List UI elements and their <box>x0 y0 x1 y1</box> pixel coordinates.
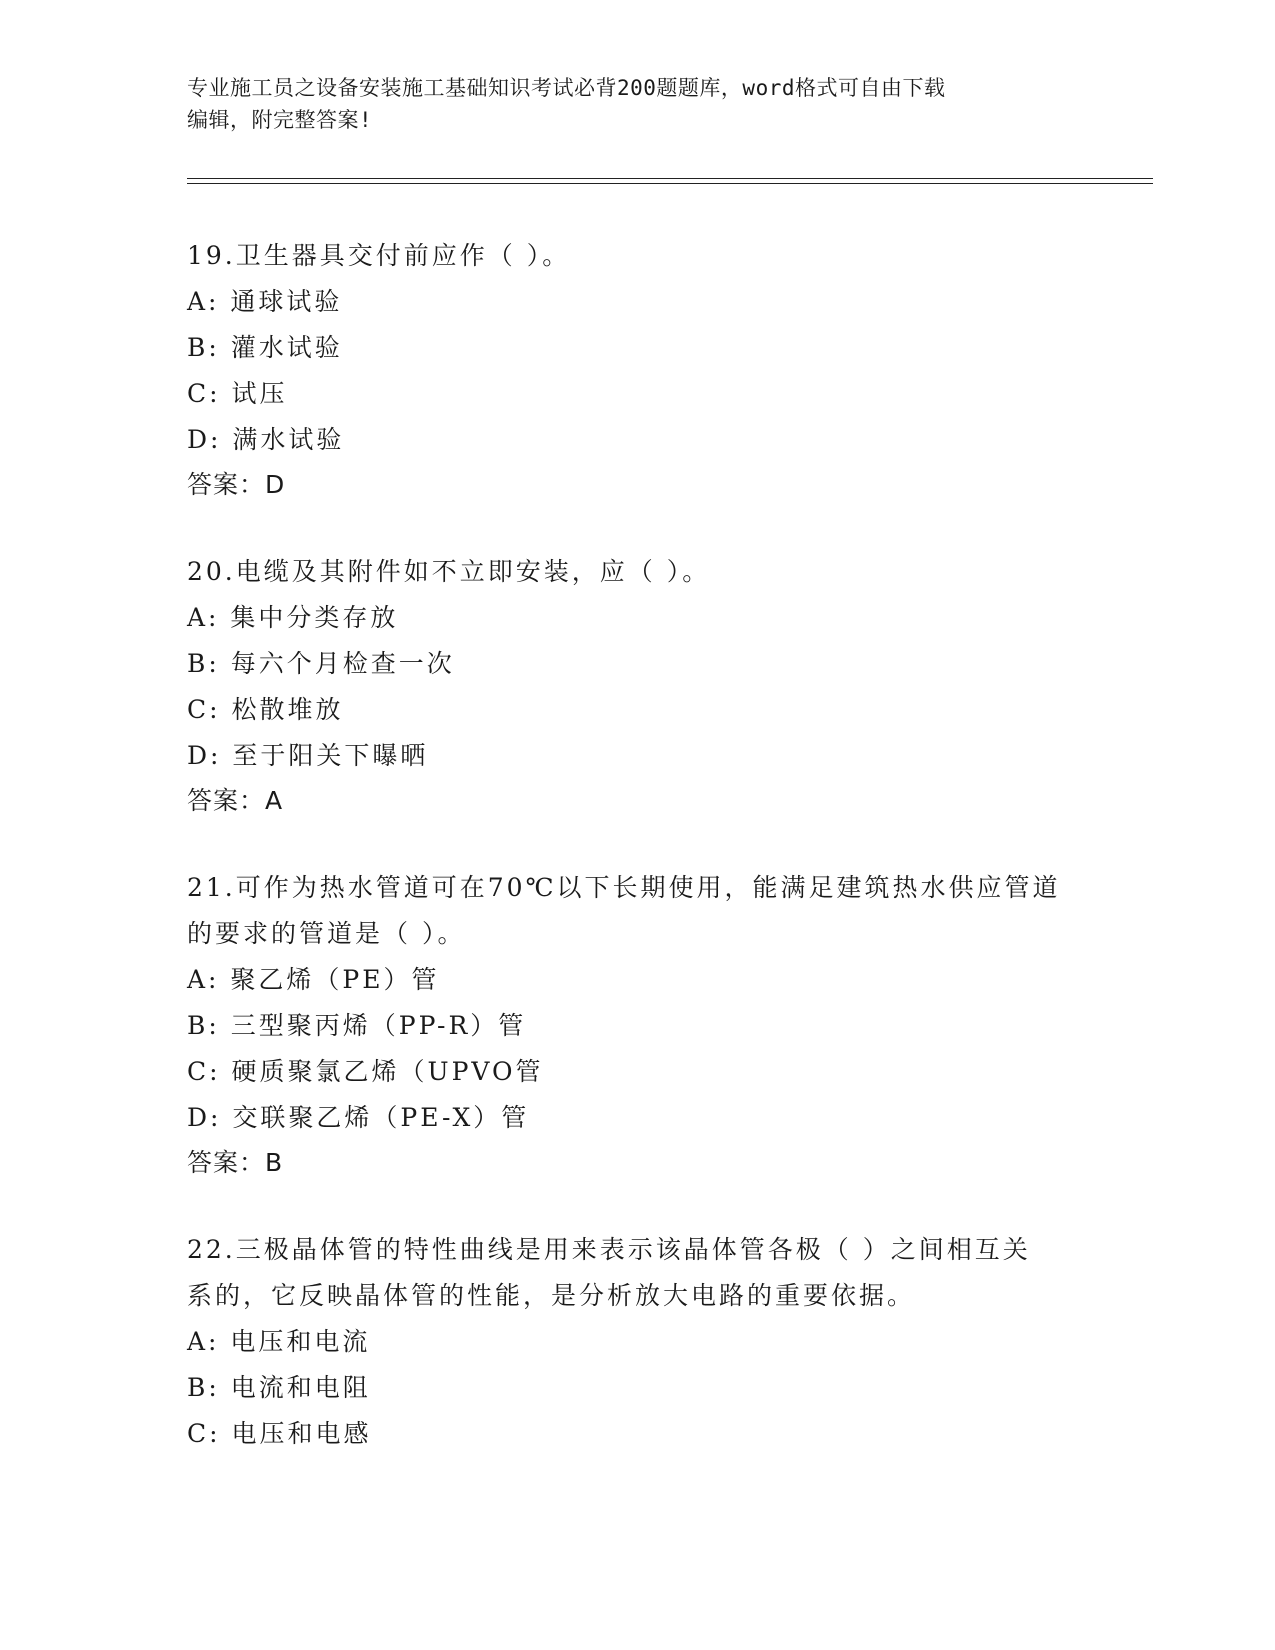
option-d: D: 交联聚乙烯（PE-X）管 <box>187 1103 530 1132</box>
header-line-2: 编辑，附完整答案! <box>187 108 373 132</box>
option-c: C: 松散堆放 <box>187 695 344 724</box>
question-21 <box>187 865 1087 1185</box>
question-stem-line-2: 的要求的管道是（ ）。 <box>187 919 466 948</box>
document-header <box>187 72 1067 136</box>
option-d: D: 至于阳关下曝晒 <box>187 741 429 770</box>
question-20 <box>187 549 1087 823</box>
question-list <box>187 233 1087 1499</box>
option-b: B: 灌水试验 <box>187 333 343 362</box>
header-divider-bottom <box>187 183 1153 184</box>
header-divider-top <box>187 178 1153 179</box>
option-a: A: 集中分类存放 <box>187 603 399 632</box>
option-b: B: 三型聚丙烯（PP-R）管 <box>187 1011 527 1040</box>
question-22 <box>187 1227 1087 1457</box>
question-19 <box>187 233 1087 507</box>
header-line-1: 专业施工员之设备安装施工基础知识考试必背200题题库，word格式可自由下载 <box>187 76 946 100</box>
option-b: B: 电流和电阻 <box>187 1373 371 1402</box>
question-stem: 19.卫生器具交付前应作（ ）。 <box>187 241 571 270</box>
option-b: B: 每六个月检查一次 <box>187 649 455 678</box>
answer-label: 答案：A <box>187 786 284 815</box>
answer-label: 答案：D <box>187 470 286 499</box>
option-d: D: 满水试验 <box>187 425 345 454</box>
question-stem-line-2: 系的，它反映晶体管的性能，是分析放大电路的重要依据。 <box>187 1281 916 1310</box>
option-c: C: 电压和电感 <box>187 1419 372 1448</box>
option-a: A: 电压和电流 <box>187 1327 371 1356</box>
option-a: A: 通球试验 <box>187 287 343 316</box>
option-c: C: 试压 <box>187 379 288 408</box>
question-stem-line-1: 21.可作为热水管道可在70℃以下长期使用，能满足建筑热水供应管道 <box>187 873 1061 902</box>
question-stem-line-1: 22.三极晶体管的特性曲线是用来表示该晶体管各极（ ）之间相互关 <box>187 1235 1031 1264</box>
question-stem: 20.电缆及其附件如不立即安装，应（ ）。 <box>187 557 711 586</box>
answer-label: 答案：B <box>187 1148 284 1177</box>
option-c: C: 硬质聚氯乙烯（UPVO管 <box>187 1057 544 1086</box>
option-a: A: 聚乙烯（PE）管 <box>187 965 440 994</box>
